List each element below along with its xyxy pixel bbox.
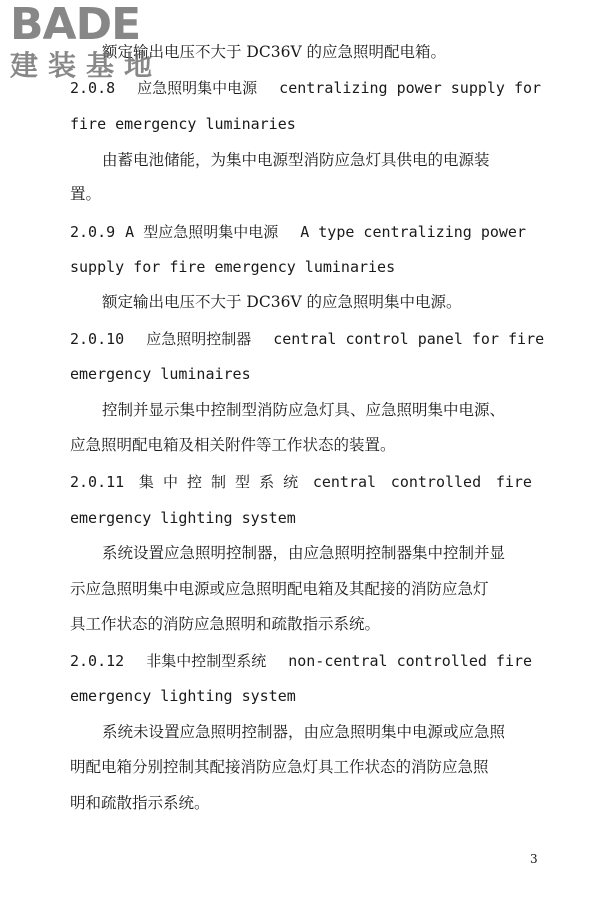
paragraph-line: 置。 [70,185,102,203]
term-en-continued: fire emergency luminaries [70,115,296,133]
paragraph-line: 明和疏散指示系统。 [70,794,210,812]
term-en-continued: emergency lighting system [70,509,296,527]
paragraph-line: 额定输出电压不大于 DC36V 的应急照明配电箱。 [102,43,447,61]
paragraph-line: 具工作状态的消防应急照明和疏散指示系统。 [70,615,381,633]
term-en-continued: supply for fire emergency luminaries [70,258,396,276]
term-en: non-central controlled fire [288,652,533,670]
term-en-continued: emergency lighting system [70,687,296,705]
bade-watermark-logo [10,2,162,82]
term-number: 2.0.9 [70,223,116,241]
term-number: 2.0.10 [70,330,125,348]
logo-subtitle: 建装基地 [10,49,163,82]
term-number: 2.0.12 [70,652,125,670]
term-cn: 应急照明控制器 [146,330,252,348]
paragraph-line: 控制并显示集中控制型消防应急灯具、应急照明集中电源、 [102,401,506,419]
term-heading-2-0-10 [70,329,544,349]
logo-brand: BADE [10,0,141,50]
term-en-continued: emergency luminaires [70,365,251,383]
term-heading-2-0-9 [70,222,526,242]
term-heading-2-0-12 [70,651,532,671]
term-cn: 非集中控制型系统 [146,652,267,670]
term-heading-2-0-11 [70,472,532,492]
paragraph-line: 明配电箱分别控制其配接消防应急灯具工作状态的消防应急照 [70,758,489,776]
paragraph-line: 由蓄电池储能，为集中电源型消防应急灯具供电的电源装 [102,151,490,169]
term-cn: 集 中 控 制 型 系 统 [138,473,299,491]
paragraph-line: 示应急照明集中电源或应急照明配电箱及其配接的消防应急灯 [70,580,489,598]
term-number: 2.0.11 [70,473,125,491]
paragraph-line: 系统设置应急照明控制器，由应急照明控制器集中控制并显 [102,544,506,562]
term-en: controlled [390,473,482,491]
paragraph-line: 应急照明配电箱及相关附件等工作状态的装置。 [70,436,396,454]
paragraph-line: 额定输出电压不大于 DC36V 的应急照明集中电源。 [102,293,462,311]
term-en: centralizing power supply for [279,79,542,97]
paragraph-line: 系统未设置应急照明控制器，由应急照明集中电源或应急照 [102,723,506,741]
term-en: fire [495,473,532,491]
term-en: A type centralizing power [300,223,526,241]
term-en: central [312,473,377,491]
term-cn: A 型应急照明集中电源 [125,223,279,241]
term-number: 2.0.8 [70,79,116,97]
page-number: 3 [530,852,538,866]
term-cn: 应急照明集中电源 [137,79,258,97]
term-en: central control panel for fire [273,330,545,348]
